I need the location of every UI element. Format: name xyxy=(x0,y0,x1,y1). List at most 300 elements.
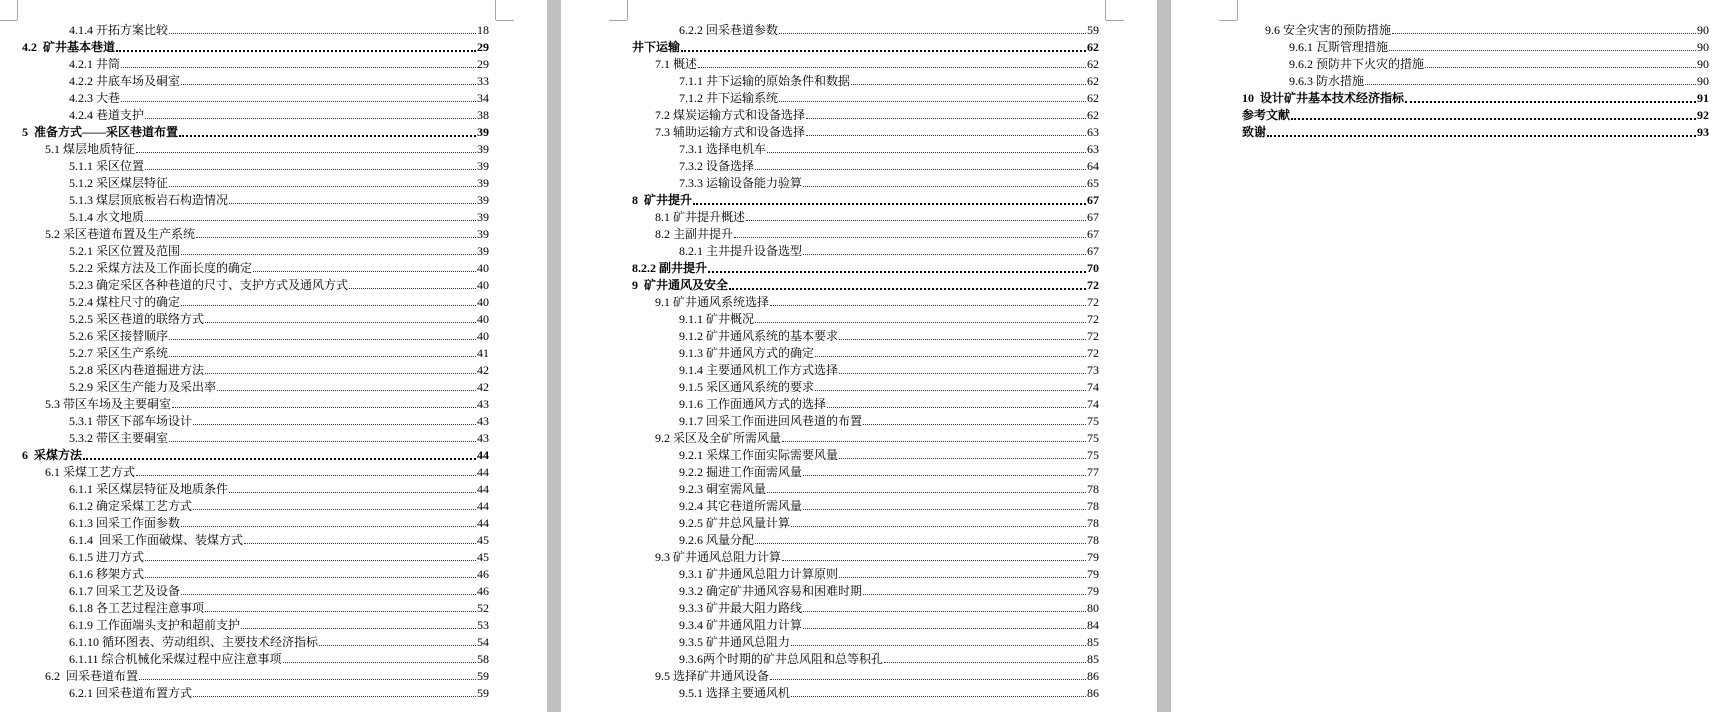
dot-leader xyxy=(782,441,1086,442)
dot-leader xyxy=(217,390,476,391)
toc-entry[interactable] xyxy=(655,105,1099,122)
toc-entry-page-number: 90 xyxy=(1697,23,1709,37)
toc-entry-title: 7.1.1 井下运输的原始条件和数据 xyxy=(679,74,851,88)
toc-entry[interactable] xyxy=(45,139,489,156)
toc-entry[interactable] xyxy=(45,394,489,411)
toc-entry-title: 6.1.5 进刀方式 xyxy=(69,550,145,564)
toc-entry[interactable] xyxy=(655,547,1099,564)
dot-leader xyxy=(693,203,1086,205)
toc-entry-page-number: 67 xyxy=(1087,244,1099,258)
toc-entry-page-number: 40 xyxy=(477,278,489,292)
toc-entry-title: 参考文献 xyxy=(1242,108,1291,122)
toc-entry[interactable] xyxy=(22,122,489,139)
toc-entry[interactable] xyxy=(1265,20,1709,37)
toc-entry[interactable] xyxy=(69,258,489,275)
toc-entry-title: 9.5 选择矿井通风设备 xyxy=(655,669,770,683)
dot-leader xyxy=(244,543,476,544)
dot-leader xyxy=(803,254,1086,255)
toc-entry-title: 9.6 安全灾害的预防措施 xyxy=(1265,23,1392,37)
toc-entry-title: 7.3.1 选择电机车 xyxy=(679,142,767,156)
toc-entry[interactable] xyxy=(69,496,489,513)
toc-entry[interactable] xyxy=(22,37,489,54)
corner-mark-top-right xyxy=(1105,0,1106,20)
toc-entry-title: 4.2 矿井基本巷道 xyxy=(22,40,116,54)
toc-entry-title: 9.6.1 瓦斯管理措施 xyxy=(1289,40,1389,54)
toc-entry-page-number: 59 xyxy=(477,669,489,683)
toc-entry[interactable] xyxy=(679,309,1099,326)
dot-leader xyxy=(1365,84,1696,85)
dot-leader xyxy=(1389,50,1696,51)
toc-entry[interactable] xyxy=(655,122,1099,139)
toc-entry-page-number: 72 xyxy=(1087,278,1099,292)
dot-leader xyxy=(791,526,1086,527)
toc-entry[interactable] xyxy=(679,139,1099,156)
toc-entry[interactable] xyxy=(1242,105,1709,122)
toc-entry-title: 5.2.9 采区生产能力及采出率 xyxy=(69,380,217,394)
dot-leader xyxy=(145,118,476,119)
toc-entry-page-number: 79 xyxy=(1087,550,1099,564)
toc-entry-title: 8.1 矿井提升概述 xyxy=(655,210,746,224)
toc-entry[interactable] xyxy=(632,37,1099,54)
dot-leader xyxy=(116,50,476,52)
dot-leader xyxy=(169,33,476,34)
dot-leader xyxy=(169,339,476,340)
toc-entry-page-number: 34 xyxy=(477,91,489,105)
dot-leader xyxy=(181,84,476,85)
dot-leader xyxy=(83,458,476,460)
toc-entry-page-number: 75 xyxy=(1087,448,1099,462)
document-page[interactable] xyxy=(561,0,1157,712)
dot-leader xyxy=(734,237,1086,238)
toc-entry[interactable] xyxy=(679,343,1099,360)
toc-entry[interactable] xyxy=(679,20,1099,37)
toc-entry-title: 5.1.4 水文地质 xyxy=(69,210,145,224)
dot-leader xyxy=(193,509,476,510)
toc-entry-page-number: 44 xyxy=(477,499,489,513)
toc-entry[interactable] xyxy=(679,411,1099,428)
dot-leader xyxy=(283,662,476,663)
dot-leader xyxy=(767,492,1086,493)
toc-entry-title: 9.1.5 采区通风系统的要求 xyxy=(679,380,815,394)
toc-entry[interactable] xyxy=(69,377,489,394)
toc-entry-title: 9.2.1 采煤工作面实际需要风量 xyxy=(679,448,839,462)
corner-mark-top-left xyxy=(0,20,17,21)
toc-entry-title: 9.2.5 矿井总风量计算 xyxy=(679,516,791,530)
toc-entry-title: 5 准备方式——采区巷道布置 xyxy=(22,125,179,139)
toc-entry[interactable] xyxy=(679,326,1099,343)
toc-entry[interactable] xyxy=(655,666,1099,683)
toc-entry-page-number: 42 xyxy=(477,380,489,394)
dot-leader xyxy=(205,373,476,374)
toc-entry[interactable] xyxy=(679,156,1099,173)
toc-entry[interactable] xyxy=(679,598,1099,615)
toc-entry-title: 5.3 带区车场及主要硐室 xyxy=(45,397,172,411)
toc-entry-title: 4.1.4 开拓方案比较 xyxy=(69,23,169,37)
toc-entry-page-number: 77 xyxy=(1087,465,1099,479)
toc-entry-page-number: 67 xyxy=(1087,227,1099,241)
dot-leader xyxy=(193,696,476,697)
toc-entry[interactable] xyxy=(679,241,1099,258)
toc-entry[interactable] xyxy=(679,581,1099,598)
dot-leader xyxy=(779,101,1086,102)
toc-entry-page-number: 40 xyxy=(477,261,489,275)
toc-entry-title: 5.1.1 采区位置 xyxy=(69,159,145,173)
toc-entry-page-number: 40 xyxy=(477,329,489,343)
toc-entry[interactable] xyxy=(69,207,489,224)
toc-entry[interactable] xyxy=(655,54,1099,71)
toc-entry-title: 5.2.2 采煤方法及工作面长度的确定 xyxy=(69,261,253,275)
dot-leader xyxy=(205,322,476,323)
toc-entry-title: 9.3.2 确定矿井通风容易和困难时期 xyxy=(679,584,863,598)
toc-entry-page-number: 72 xyxy=(1087,329,1099,343)
toc-entry-page-number: 62 xyxy=(1087,91,1099,105)
toc-entry-page-number: 67 xyxy=(1087,193,1099,207)
dot-leader xyxy=(839,577,1086,578)
dot-leader xyxy=(1425,67,1696,68)
dot-leader xyxy=(1392,33,1696,34)
toc-entry[interactable] xyxy=(679,632,1099,649)
dot-leader xyxy=(136,152,476,153)
document-page[interactable] xyxy=(1171,0,1713,712)
toc-entry-title: 9.2.2 掘进工作面需风量 xyxy=(679,465,803,479)
toc-entry-page-number: 44 xyxy=(477,448,489,462)
toc-entry-title: 9.6.3 防水措施 xyxy=(1289,74,1365,88)
toc-entry-title: 6.1.11 综合机械化采煤过程中应注意事项 xyxy=(69,652,282,666)
dot-leader xyxy=(229,203,476,204)
document-page[interactable] xyxy=(0,0,547,712)
toc-entry-title: 6.2.2 回采巷道参数 xyxy=(679,23,779,37)
dot-leader xyxy=(181,305,476,306)
toc-entry[interactable] xyxy=(69,513,489,530)
toc-entry-page-number: 33 xyxy=(477,74,489,88)
dot-leader xyxy=(839,458,1086,459)
toc-entry[interactable] xyxy=(679,479,1099,496)
toc-entry-page-number: 64 xyxy=(1087,159,1099,173)
toc-entry[interactable] xyxy=(1289,54,1709,71)
toc-entry-title: 8.2.2 副井提升 xyxy=(632,261,708,275)
toc-entry-page-number: 52 xyxy=(477,601,489,615)
toc-entry-page-number: 43 xyxy=(477,414,489,428)
toc-entry[interactable] xyxy=(632,190,1099,207)
toc-entry[interactable] xyxy=(679,615,1099,632)
toc-entry-title: 5.2.4 煤柱尺寸的确定 xyxy=(69,295,181,309)
corner-mark-top-right xyxy=(495,0,496,20)
toc-entry-title: 9.1.2 矿井通风系统的基本要求 xyxy=(679,329,839,343)
toc-entry-title: 6.1.7 回采工艺及设备 xyxy=(69,584,181,598)
toc-entry[interactable] xyxy=(45,666,489,683)
toc-entry[interactable] xyxy=(69,88,489,105)
toc-entry-page-number: 40 xyxy=(477,295,489,309)
toc-entry-title: 9.3.5 矿井通风总阻力 xyxy=(679,635,791,649)
dot-leader xyxy=(803,611,1086,612)
toc-entry-title: 9.2 采区及全矿所需风量 xyxy=(655,431,782,445)
toc-entry[interactable] xyxy=(69,343,489,360)
toc-entry-title: 7.3 辅助运输方式和设备选择 xyxy=(655,125,806,139)
toc-entry[interactable] xyxy=(679,88,1099,105)
toc-entry-page-number: 62 xyxy=(1087,108,1099,122)
toc-entry-title: 7.3.2 设备选择 xyxy=(679,159,755,173)
toc-entry-page-number: 80 xyxy=(1087,601,1099,615)
toc-entry-page-number: 42 xyxy=(477,363,489,377)
dot-leader xyxy=(179,135,476,137)
dot-leader xyxy=(698,67,1086,68)
corner-mark-top-left xyxy=(17,0,18,20)
dot-leader xyxy=(121,101,476,102)
toc-entry[interactable] xyxy=(679,462,1099,479)
toc-entry-title: 5.3.2 带区主要硐室 xyxy=(69,431,169,445)
toc-entry-title: 9.1.3 矿井通风方式的确定 xyxy=(679,346,815,360)
toc-entry[interactable] xyxy=(69,156,489,173)
toc-entry[interactable] xyxy=(69,173,489,190)
corner-mark-top-left xyxy=(1237,0,1238,20)
dot-leader xyxy=(791,645,1086,646)
toc-entry-title: 6.1.9 工作面端头支护和超前支护 xyxy=(69,618,241,632)
toc-entry-page-number: 59 xyxy=(1087,23,1099,37)
toc-entry-page-number: 62 xyxy=(1087,40,1099,54)
toc-entry[interactable] xyxy=(69,54,489,71)
toc-entry[interactable] xyxy=(69,105,489,122)
dot-leader xyxy=(803,475,1086,476)
corner-mark-top-left xyxy=(1219,20,1237,21)
toc-entry[interactable] xyxy=(679,71,1099,88)
toc-entry-page-number: 74 xyxy=(1087,397,1099,411)
toc-entry[interactable] xyxy=(679,513,1099,530)
toc-entry-page-number: 85 xyxy=(1087,652,1099,666)
toc-entry[interactable] xyxy=(1289,71,1709,88)
toc-entry-page-number: 39 xyxy=(477,244,489,258)
toc-entry-page-number: 78 xyxy=(1087,499,1099,513)
dot-leader xyxy=(145,220,476,221)
toc-entry-page-number: 70 xyxy=(1087,261,1099,275)
toc-entry-title: 9.3.4 矿井通风阻力计算 xyxy=(679,618,803,632)
toc-entry[interactable] xyxy=(679,173,1099,190)
toc-entry-title: 致谢 xyxy=(1242,125,1267,139)
toc-entry[interactable] xyxy=(679,496,1099,513)
toc-entry-page-number: 46 xyxy=(477,567,489,581)
toc-entry-title: 9 矿井通风及安全 xyxy=(632,278,729,292)
toc-entry[interactable] xyxy=(632,258,1099,275)
toc-entry-title: 7.1 概述 xyxy=(655,57,698,71)
toc-entry-title: 6.1.4 回采工作面破煤、装煤方式 xyxy=(69,533,244,547)
toc-entry[interactable] xyxy=(69,275,489,292)
toc-entry-page-number: 44 xyxy=(477,465,489,479)
toc-entry-page-number: 92 xyxy=(1697,108,1709,122)
toc-entry-page-number: 86 xyxy=(1087,686,1099,700)
toc-entry-page-number: 78 xyxy=(1087,516,1099,530)
toc-entry-title: 6.2.1 回采巷道布置方式 xyxy=(69,686,193,700)
corner-mark-top-right xyxy=(496,20,514,21)
dot-leader xyxy=(755,543,1086,544)
dot-leader xyxy=(815,356,1086,357)
toc-entry[interactable] xyxy=(69,598,489,615)
toc-entry-page-number: 58 xyxy=(477,652,489,666)
toc-entry[interactable] xyxy=(679,394,1099,411)
toc-entry-title: 6.1.1 采区煤层特征及地质条件 xyxy=(69,482,229,496)
toc-entry[interactable] xyxy=(655,428,1099,445)
dot-leader xyxy=(1405,101,1696,103)
toc-entry-page-number: 39 xyxy=(477,176,489,190)
toc-entry-page-number: 44 xyxy=(477,482,489,496)
dot-leader xyxy=(1267,135,1696,137)
dot-leader xyxy=(827,407,1086,408)
toc-entry-title: 9.1.4 主要通风机工作方式选择 xyxy=(679,363,839,377)
toc-entry[interactable] xyxy=(45,224,489,241)
dot-leader xyxy=(681,50,1086,52)
dot-leader xyxy=(136,475,476,476)
toc-entry-page-number: 78 xyxy=(1087,533,1099,547)
toc-entry-page-number: 75 xyxy=(1087,414,1099,428)
toc-entry-page-number: 74 xyxy=(1087,380,1099,394)
toc-entry-title: 5.2.8 采区内巷道掘进方法 xyxy=(69,363,205,377)
toc-entry-page-number: 63 xyxy=(1087,125,1099,139)
toc-entry-page-number: 40 xyxy=(477,312,489,326)
toc-entry[interactable] xyxy=(69,20,489,37)
toc-entry-title: 9.1.6 工作面通风方式的选择 xyxy=(679,397,827,411)
toc-entry[interactable] xyxy=(69,564,489,581)
toc-entry[interactable] xyxy=(69,241,489,258)
toc-entry[interactable] xyxy=(1242,122,1709,139)
toc-entry[interactable] xyxy=(679,360,1099,377)
toc-entry-title: 4.2.1 井筒 xyxy=(69,57,121,71)
toc-entry-title: 4.2.2 井底车场及硐室 xyxy=(69,74,181,88)
toc-entry-title: 8.2 主副井提升 xyxy=(655,227,734,241)
toc-entry-page-number: 45 xyxy=(477,533,489,547)
toc-entry[interactable] xyxy=(679,377,1099,394)
toc-entry-page-number: 54 xyxy=(477,635,489,649)
toc-entry-page-number: 18 xyxy=(477,23,489,37)
toc-entry[interactable] xyxy=(69,360,489,377)
toc-entry[interactable] xyxy=(69,428,489,445)
toc-entry-page-number: 62 xyxy=(1087,57,1099,71)
toc-entry[interactable] xyxy=(22,445,489,462)
toc-entry[interactable] xyxy=(655,292,1099,309)
toc-entry-title: 8.2.1 主井提升设备选型 xyxy=(679,244,803,258)
toc-entry[interactable] xyxy=(45,462,489,479)
toc-entry[interactable] xyxy=(69,649,489,666)
toc-entry-page-number: 39 xyxy=(477,210,489,224)
toc-entry-page-number: 85 xyxy=(1087,635,1099,649)
toc-entry[interactable] xyxy=(69,190,489,207)
toc-entry-title: 9.2.4 其它巷道所需风量 xyxy=(679,499,803,513)
dot-leader xyxy=(349,288,476,289)
dot-leader xyxy=(169,356,476,357)
toc-entry-title: 6.1.3 回采工作面参数 xyxy=(69,516,181,530)
toc-entry-page-number: 90 xyxy=(1697,57,1709,71)
toc-entry[interactable] xyxy=(69,479,489,496)
dot-leader xyxy=(253,271,476,272)
toc-entry-page-number: 41 xyxy=(477,346,489,360)
toc-entry-page-number: 39 xyxy=(477,227,489,241)
toc-entry[interactable] xyxy=(69,547,489,564)
toc-entry-page-number: 78 xyxy=(1087,482,1099,496)
toc-entry-page-number: 45 xyxy=(477,550,489,564)
toc-entry-title: 5.2 采区巷道布置及生产系统 xyxy=(45,227,196,241)
toc-entry-title: 9.3.1 矿井通风总阻力计算原则 xyxy=(679,567,839,581)
dot-leader xyxy=(806,135,1086,136)
toc-entry-page-number: 79 xyxy=(1087,584,1099,598)
dot-leader xyxy=(319,645,476,646)
dot-leader xyxy=(803,186,1086,187)
toc-entry[interactable] xyxy=(69,292,489,309)
dot-leader xyxy=(755,322,1086,323)
dot-leader xyxy=(172,407,476,408)
toc-entry-title: 4.2.3 大巷 xyxy=(69,91,121,105)
toc-entry-page-number: 67 xyxy=(1087,210,1099,224)
dot-leader xyxy=(193,424,476,425)
toc-entry[interactable] xyxy=(655,224,1099,241)
toc-entry[interactable] xyxy=(69,632,489,649)
dot-leader xyxy=(770,305,1086,306)
toc-entry-title: 6.1.8 各工艺过程注意事项 xyxy=(69,601,205,615)
dot-leader xyxy=(229,492,476,493)
toc-entry-page-number: 72 xyxy=(1087,346,1099,360)
toc-entry-page-number: 62 xyxy=(1087,74,1099,88)
toc-entry[interactable] xyxy=(69,326,489,343)
toc-entry[interactable] xyxy=(655,207,1099,224)
toc-entry[interactable] xyxy=(69,683,489,700)
toc-entry-title: 5.2.3 确定采区各种巷道的尺寸、支护方式及通风方式 xyxy=(69,278,349,292)
toc-entry[interactable] xyxy=(1289,37,1709,54)
toc-entry[interactable] xyxy=(1242,88,1709,105)
toc-entry[interactable] xyxy=(679,445,1099,462)
dot-leader xyxy=(205,611,476,612)
toc-entry-title: 9.3.3 矿井最大阻力路线 xyxy=(679,601,803,615)
dot-leader xyxy=(181,254,476,255)
toc-entry-title: 6.1.2 确定采煤工艺方式 xyxy=(69,499,193,513)
dot-leader xyxy=(196,237,476,238)
dot-leader xyxy=(139,679,476,680)
toc-entry-title: 9.3 矿井通风总阻力计算 xyxy=(655,550,782,564)
dot-leader xyxy=(755,169,1086,170)
dot-leader xyxy=(145,577,476,578)
toc-entry-page-number: 39 xyxy=(477,125,489,139)
toc-entry[interactable] xyxy=(679,530,1099,547)
toc-entry[interactable] xyxy=(679,564,1099,581)
dot-leader xyxy=(839,339,1086,340)
toc-entry[interactable] xyxy=(679,649,1099,666)
toc-entry-title: 9.1.7 回采工作面进回风巷道的布置 xyxy=(679,414,863,428)
dot-leader xyxy=(169,186,476,187)
dot-leader xyxy=(884,662,1086,663)
dot-leader xyxy=(803,509,1086,510)
toc-entry-title: 5.2.5 采区巷道的联络方式 xyxy=(69,312,205,326)
toc-entry-page-number: 46 xyxy=(477,584,489,598)
toc-entry[interactable] xyxy=(632,275,1099,292)
dot-leader xyxy=(851,84,1086,85)
dot-leader xyxy=(145,560,476,561)
toc-entry[interactable] xyxy=(69,615,489,632)
toc-entry-title: 9.2.3 硐室需风量 xyxy=(679,482,767,496)
toc-entry[interactable] xyxy=(69,411,489,428)
toc-entry-page-number: 90 xyxy=(1697,74,1709,88)
corner-mark-top-right xyxy=(1106,20,1124,21)
dot-leader xyxy=(791,696,1086,697)
dot-leader xyxy=(181,594,476,595)
toc-entry[interactable] xyxy=(69,309,489,326)
toc-entry-title: 5.3.1 带区下部车场设计 xyxy=(69,414,193,428)
toc-entry-page-number: 93 xyxy=(1697,125,1709,139)
toc-entry[interactable] xyxy=(69,581,489,598)
toc-entry-page-number: 53 xyxy=(477,618,489,632)
toc-entry-page-number: 72 xyxy=(1087,295,1099,309)
toc-entry-title: 5.2.6 采区接替顺序 xyxy=(69,329,169,343)
toc-entry[interactable] xyxy=(69,71,489,88)
toc-entry-title: 5.2.1 采区位置及范围 xyxy=(69,244,181,258)
toc-entry[interactable] xyxy=(679,683,1099,700)
dot-leader xyxy=(863,594,1086,595)
toc-entry-title: 9.1.1 矿井概况 xyxy=(679,312,755,326)
toc-entry[interactable] xyxy=(69,530,489,547)
